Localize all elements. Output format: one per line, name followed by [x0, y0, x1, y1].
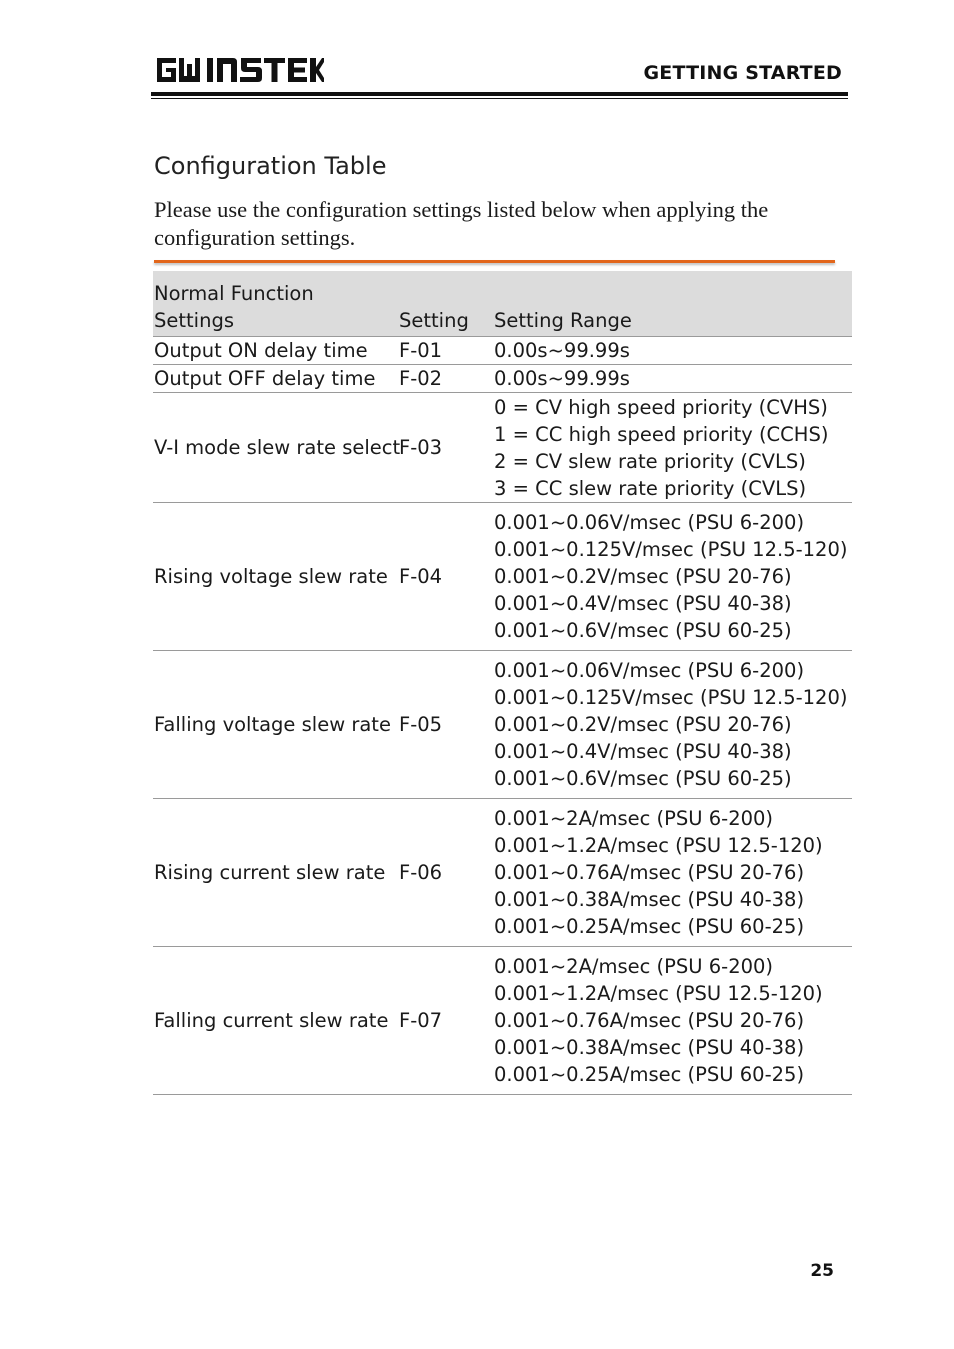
range-line: 0.00s~99.99s: [494, 339, 630, 362]
range-line: 0.001~0.25A/msec (PSU 60-25): [494, 1063, 805, 1086]
gw-instek-logo-mark: [154, 56, 324, 84]
header-setting-range: Setting Range: [493, 271, 852, 337]
range-line: 0.001~0.6V/msec (PSU 60-25): [494, 767, 792, 790]
row-setting: F-04: [398, 503, 493, 651]
range-line: 0.001~0.38A/msec (PSU 40-38): [494, 1036, 805, 1059]
row-setting: F-03: [398, 393, 493, 503]
table-row: [153, 365, 852, 393]
row-range: [493, 799, 852, 947]
range-line: 0.001~0.4V/msec (PSU 40-38): [494, 740, 792, 763]
section-header: GETTING STARTED: [643, 62, 842, 84]
row-setting: F-02: [398, 365, 493, 393]
range-line: 0.001~0.38A/msec (PSU 40-38): [494, 888, 805, 911]
table-row: [153, 651, 852, 799]
table-row: [153, 799, 852, 947]
intro-paragraph: Please use the configuration settings listed below when applying the configuration settings.: [154, 197, 769, 250]
row-name: Output OFF delay time: [153, 365, 398, 393]
row-name: Rising current slew rate: [153, 799, 398, 947]
header-rule-thick: [151, 92, 848, 96]
range-line: 0.001~0.25A/msec (PSU 60-25): [494, 915, 805, 938]
range-line: 0.001~0.125V/msec (PSU 12.5-120): [494, 686, 848, 709]
page-number: 25: [810, 1261, 834, 1281]
range-line: 0.001~0.4V/msec (PSU 40-38): [494, 592, 792, 615]
row-name: Falling voltage slew rate: [153, 651, 398, 799]
range-line: 0.001~0.125V/msec (PSU 12.5-120): [494, 538, 848, 561]
accent-rule: [154, 260, 835, 263]
row-range: [493, 651, 852, 799]
range-line: 0.001~0.76A/msec (PSU 20-76): [494, 861, 805, 884]
range-line: 0.001~0.06V/msec (PSU 6-200): [494, 659, 805, 682]
range-line: 0.001~1.2A/msec (PSU 12.5-120): [494, 982, 823, 1005]
row-range: [493, 337, 852, 365]
range-line: 0.001~0.76A/msec (PSU 20-76): [494, 1009, 805, 1032]
range-line: 0.001~0.2V/msec (PSU 20-76): [494, 565, 792, 588]
row-range: [493, 503, 852, 651]
header-function-line1: Normal Function: [154, 282, 314, 305]
table-row: [153, 337, 852, 365]
row-setting: F-07: [398, 947, 493, 1095]
row-range: [493, 393, 852, 503]
row-name: Rising voltage slew rate: [153, 503, 398, 651]
range-line: 0.001~1.2A/msec (PSU 12.5-120): [494, 834, 823, 857]
range-line: 1 = CC high speed priority (CCHS): [494, 422, 829, 446]
range-line: 0 = CV high speed priority (CVHS): [494, 395, 828, 419]
row-name: Output ON delay time: [153, 337, 398, 365]
page-title: Configuration Table: [154, 152, 387, 180]
range-line: 0.00s~99.99s: [494, 367, 630, 390]
row-range: [493, 947, 852, 1095]
row-name: V-I mode slew rate select: [153, 393, 398, 503]
row-setting: F-06: [398, 799, 493, 947]
range-line: 0.001~0.06V/msec (PSU 6-200): [494, 511, 805, 534]
header-function-line2: Settings: [154, 309, 234, 332]
table-row: [153, 393, 852, 503]
row-setting: F-05: [398, 651, 493, 799]
row-range: [493, 365, 852, 393]
range-line: 3 = CC slew rate priority (CVLS): [494, 476, 807, 500]
row-setting: F-01: [398, 337, 493, 365]
range-line: 0.001~0.2V/msec (PSU 20-76): [494, 713, 792, 736]
configuration-table: [153, 271, 852, 1095]
gw-instek-logo: [154, 56, 324, 84]
header-function-settings: [153, 271, 398, 337]
range-line: 0.001~2A/msec (PSU 6-200): [494, 807, 774, 830]
table-row: [153, 503, 852, 651]
range-line: 2 = CV slew rate priority (CVLS): [494, 449, 806, 473]
range-line: 0.001~2A/msec (PSU 6-200): [494, 955, 774, 978]
table-header-row: [153, 271, 852, 337]
header-setting: Setting: [398, 271, 493, 337]
header-rule-thin: [151, 98, 848, 99]
table-row: [153, 947, 852, 1095]
row-name: Falling current slew rate: [153, 947, 398, 1095]
range-line: 0.001~0.6V/msec (PSU 60-25): [494, 619, 792, 642]
